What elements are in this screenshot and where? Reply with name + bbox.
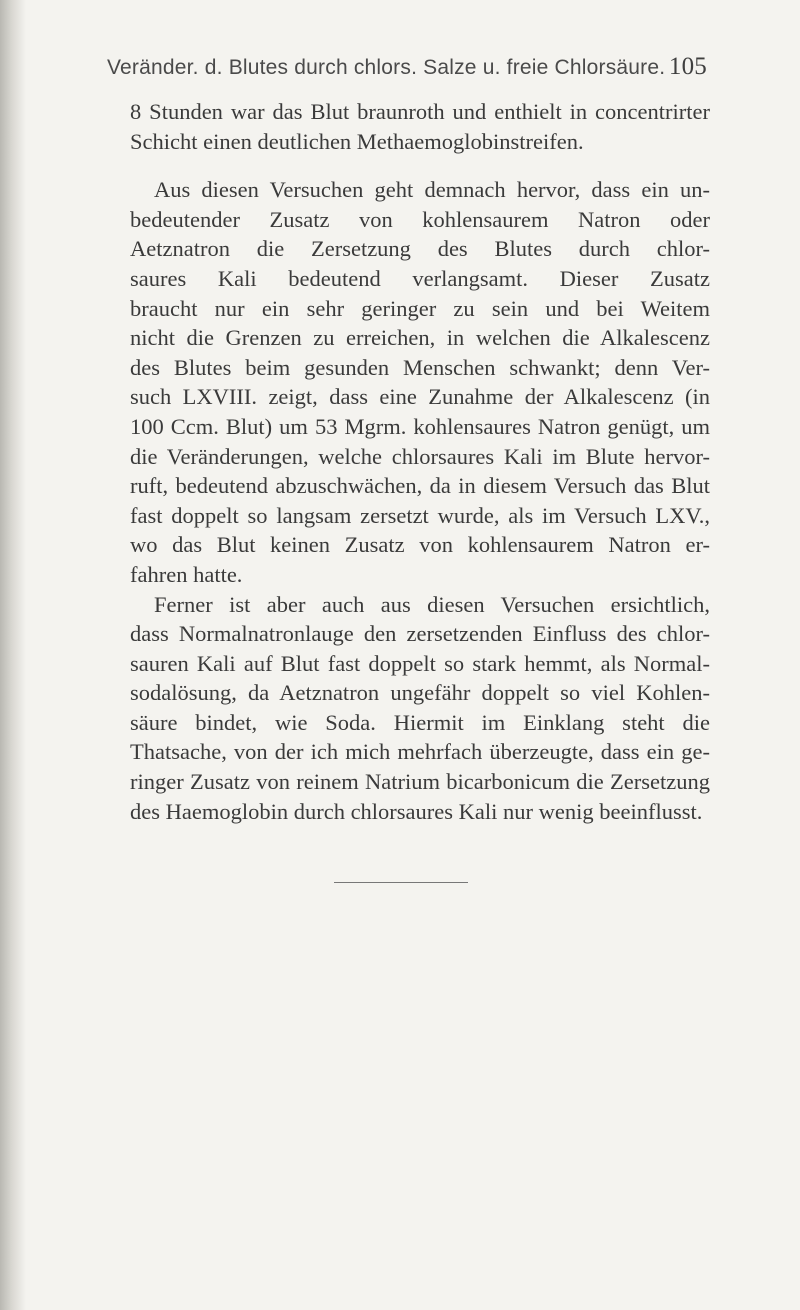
text-line: such LXVIII. zeigt, dass eine Zunahme der Alkalescenz (in xyxy=(130,384,710,410)
section-divider xyxy=(334,882,468,883)
text-line: fahren hatte. xyxy=(130,561,243,587)
text-line: Aus diesen Versuchen geht demnach hervor, dass ein un- xyxy=(154,177,710,203)
text-line: dass Normalnatronlauge den zersetzenden Einfluss des chlor- xyxy=(130,621,710,647)
text-line: braucht nur ein sehr geringer zu sein und bei Weitem xyxy=(130,295,710,321)
text-line: 100 Ccm. Blut) um 53 Mgrm. kohlensaures Natron genügt, um xyxy=(130,413,710,439)
text-line: Ferner ist aber auch aus diesen Versuchen ersichtlich, xyxy=(154,591,710,617)
text-line: des Haemoglobin durch chlorsaures Kali nur wenig beeinflusst. xyxy=(130,798,703,824)
text-line: ruft, bedeutend abzuschwächen, da in diesem Versuch das Blut xyxy=(130,473,710,499)
text-line: die Veränderungen, welche chlorsaures Kali im Blute hervor- xyxy=(130,443,710,469)
paragraph-3 xyxy=(130,590,710,827)
running-head-title: Veränder. d. Blutes durch chlors. Salze u. freie Chlorsäure. xyxy=(107,56,666,79)
text-line: nicht die Grenzen zu erreichen, in welchen die Alkalescenz xyxy=(130,325,710,351)
text-line: fast doppelt so langsam zersetzt wurde, als im Versuch LXV., xyxy=(130,502,710,528)
binding-shadow xyxy=(0,0,26,1310)
text-line: des Blutes beim gesunden Menschen schwankt; denn Ver- xyxy=(130,354,710,380)
page-number: 105 xyxy=(668,53,707,80)
text-line: sodalösung, da Aetznatron ungefähr doppelt so viel Kohlen- xyxy=(130,680,710,706)
text-line: sauren Kali auf Blut fast doppelt so stark hemmt, als Normal- xyxy=(130,650,710,676)
text-line: saures Kali bedeutend verlangsamt. Dieser Zusatz xyxy=(130,265,710,291)
text-line: 8 Stunden war das Blut braunroth und enthielt in concentrirter xyxy=(130,99,710,124)
text-line: Schicht einen deutlichen Methaemoglobinstreifen. xyxy=(130,128,584,154)
text-line: bedeutender Zusatz von kohlensaurem Natron oder xyxy=(130,206,710,232)
text-line: ringer Zusatz von reinem Natrium bicarbonicum die Zersetzung xyxy=(130,769,710,795)
text-line: Thatsache, von der ich mich mehrfach überzeugte, dass ein ge- xyxy=(130,739,710,765)
paragraph-1 xyxy=(130,97,710,156)
paragraph-2 xyxy=(130,175,710,589)
body-text xyxy=(130,97,710,826)
text-line: säure bindet, wie Soda. Hiermit im Einklang steht die xyxy=(130,709,710,735)
running-head xyxy=(107,53,707,88)
text-line: wo das Blut keinen Zusatz von kohlensaurem Natron er- xyxy=(130,532,710,558)
text-line: Aetznatron die Zersetzung des Blutes durch chlor- xyxy=(130,236,710,262)
